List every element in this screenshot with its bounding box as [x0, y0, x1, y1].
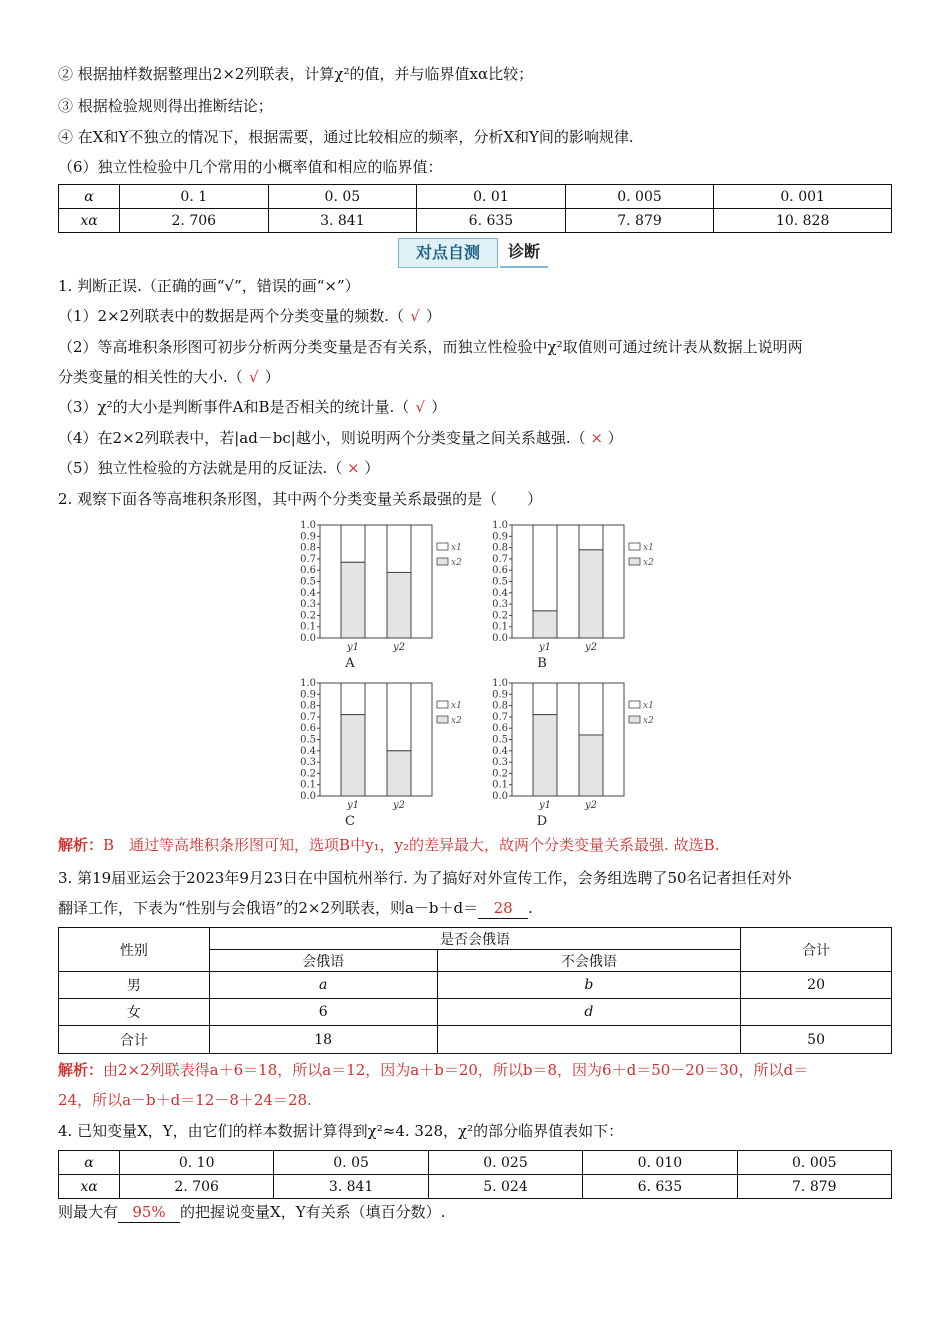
q1-item-1 — [58, 306, 441, 326]
solution-text: B 通过等高堆积条形图可知，选项B中y₁，y₂的差异最大，故两个分类变量关系最强. 故选B. — [103, 836, 720, 854]
y-tick-label: 0.2 — [492, 768, 508, 780]
q1-item-5 — [58, 458, 379, 478]
x-alpha-cell: 3. 841 — [268, 209, 417, 233]
y-tick-label: 0.6 — [300, 565, 316, 577]
legend-x2-swatch — [437, 716, 448, 723]
table-cell: a — [209, 972, 437, 999]
q1-item-3 — [58, 397, 446, 417]
y-tick-label: 0.2 — [492, 610, 508, 622]
x-alpha-header: xα — [59, 1175, 120, 1199]
y-tick-label: 0.8 — [492, 700, 508, 712]
table-cell — [741, 999, 892, 1026]
alpha-cell: 0. 005 — [737, 1151, 891, 1175]
x-tick-label: y2 — [584, 642, 598, 653]
y-tick-label: 0.3 — [492, 757, 508, 769]
x-alpha-cell: 10. 828 — [714, 209, 892, 233]
y-tick-label: 0.9 — [300, 689, 316, 701]
y-tick-label: 0.4 — [492, 587, 508, 599]
y-tick-label: 0.4 — [300, 745, 316, 757]
legend-x2-label: x2 — [451, 558, 462, 568]
y-tick-label: 0.3 — [492, 599, 508, 611]
q3-stem-1: 3. 第19届亚运会于2023年9月23日在中国杭州举行. 为了搞好对外宣传工作，会务组选聘了50名记者担任对外 — [58, 869, 792, 887]
plot-frame — [512, 683, 624, 796]
option-label: A — [345, 656, 355, 671]
y-tick-label: 1.0 — [492, 678, 508, 689]
x-alpha-cell: 6. 635 — [417, 209, 566, 233]
option-label: C — [345, 814, 355, 829]
bar-x2-segment — [341, 562, 365, 638]
stem-end: . — [528, 899, 533, 917]
x-alpha-cell: 7. 879 — [565, 209, 714, 233]
solution-label: 解析： — [58, 1061, 104, 1079]
x-tick-label: y1 — [538, 642, 552, 653]
item-text: （5）独立性检验的方法就是用的反证法.（ — [58, 459, 343, 477]
table-cell: 50 — [741, 1026, 892, 1054]
y-tick-label: 0.1 — [492, 621, 508, 633]
banner-left: 对点自测 — [398, 238, 498, 268]
y-tick-label: 1.0 — [300, 520, 316, 531]
bar-x2-segment — [387, 572, 411, 638]
legend-x2-swatch — [629, 558, 640, 565]
x-alpha-cell: 3. 841 — [274, 1175, 428, 1199]
header-gender: 性别 — [59, 928, 210, 972]
bar-x1-segment — [533, 525, 557, 611]
table-cell: 合计 — [59, 1026, 210, 1054]
answer-blank: 95% — [118, 1202, 180, 1223]
item-text: 分类变量的相关性的大小.（ — [58, 368, 243, 386]
q3-solution-2: 24，所以a－b＋d＝12－8＋24＝28. — [58, 1091, 312, 1109]
header-total: 合计 — [741, 928, 892, 972]
bar-x1-segment — [579, 683, 603, 735]
x-alpha-header: xα — [59, 209, 120, 233]
solution-text: 由2×2列联表得a＋6＝18，所以a＝12，因为a＋b＝20，所以b＝8，因为6＋d＝50－20＝30，所以d＝ — [103, 1061, 809, 1079]
y-tick-label: 0.1 — [300, 621, 316, 633]
y-tick-label: 0.8 — [300, 700, 316, 712]
legend-x2-swatch — [437, 558, 448, 565]
y-tick-label: 0.0 — [300, 791, 316, 802]
bar-x1-segment — [387, 683, 411, 751]
table-cell: 20 — [741, 972, 892, 999]
x-tick-label: y2 — [584, 800, 598, 811]
legend-x1-swatch — [629, 543, 640, 550]
answer-post: 的把握说变量X，Y有关系（填百分数）. — [180, 1203, 446, 1221]
y-tick-label: 0.8 — [300, 542, 316, 554]
alpha-cell: 0. 10 — [120, 1151, 274, 1175]
y-tick-label: 0.4 — [492, 745, 508, 757]
legend-x1-label: x1 — [451, 701, 462, 711]
option-label: D — [536, 814, 548, 829]
y-tick-label: 0.9 — [492, 531, 508, 543]
alpha-header: α — [59, 185, 120, 209]
step-4: ④ 在X和Y不独立的情况下，根据需要，通过比较相应的频率，分析X和Y间的影响规律. — [58, 128, 634, 146]
answer-mark: √ — [410, 307, 420, 325]
y-tick-label: 1.0 — [492, 520, 508, 531]
table-cell: d — [437, 999, 741, 1026]
legend-x1-swatch — [437, 701, 448, 708]
critical-value-table-2 — [58, 1150, 892, 1199]
y-tick-label: 0.5 — [300, 734, 316, 746]
plot-frame — [320, 683, 432, 796]
q3-stem-2 — [58, 898, 533, 919]
table-cell: 女 — [59, 999, 210, 1026]
y-tick-label: 0.7 — [492, 711, 508, 723]
y-tick-label: 0.1 — [300, 779, 316, 791]
legend-x2-label: x2 — [643, 558, 654, 568]
header-yes: 会俄语 — [209, 950, 437, 972]
y-tick-label: 0.4 — [300, 587, 316, 599]
header-no: 不会俄语 — [437, 950, 741, 972]
x-tick-label: y2 — [392, 642, 406, 653]
bar-x2-segment — [533, 611, 557, 638]
answer-mark: √ — [249, 368, 259, 386]
step-2: ② 根据抽样数据整理出2×2列联表，计算χ²的值，并与临界值xα比较； — [58, 65, 534, 83]
alpha-cell: 0. 05 — [268, 185, 417, 209]
y-tick-label: 0.5 — [492, 576, 508, 588]
alpha-cell: 0. 1 — [120, 185, 269, 209]
section-banner — [398, 238, 548, 268]
y-tick-label: 0.2 — [300, 768, 316, 780]
q1-stem: 1. 判断正误.（正确的画“√”，错误的画“×”） — [58, 277, 360, 295]
bar-x1-segment — [579, 525, 603, 550]
y-tick-label: 0.3 — [300, 599, 316, 611]
plot-frame — [320, 525, 432, 638]
y-tick-label: 0.0 — [300, 633, 316, 644]
item-end: ） — [264, 368, 280, 386]
alpha-cell: 0. 025 — [428, 1151, 582, 1175]
item-end: ） — [364, 459, 380, 477]
y-tick-label: 0.8 — [492, 542, 508, 554]
y-tick-label: 0.7 — [300, 711, 316, 723]
legend-x2-label: x2 — [451, 716, 462, 726]
item-end: ） — [607, 429, 623, 447]
q4-stem: 4. 已知变量X，Y，由它们的样本数据计算得到χ²≈4. 328，χ²的部分临界值表如下： — [58, 1122, 624, 1140]
bar-x2-segment — [341, 715, 365, 796]
y-tick-label: 0.1 — [492, 779, 508, 791]
y-tick-label: 0.5 — [300, 576, 316, 588]
answer-blank: 28 — [478, 898, 528, 919]
table-cell: 6 — [209, 999, 437, 1026]
y-tick-label: 0.5 — [492, 734, 508, 746]
step-6: （6）独立性检验中几个常用的小概率值和相应的临界值： — [58, 158, 443, 176]
answer-mark: √ — [415, 398, 426, 416]
table-cell — [437, 1026, 741, 1054]
item-end: ） — [431, 398, 447, 416]
header-group: 是否会俄语 — [209, 928, 740, 950]
item-text: （1）2×2列联表中的数据是两个分类变量的频数.（ — [58, 307, 404, 325]
y-tick-label: 0.2 — [300, 610, 316, 622]
legend-x1-label: x1 — [643, 543, 654, 553]
x-alpha-cell: 5. 024 — [428, 1175, 582, 1199]
answer-pre: 则最大有 — [58, 1203, 119, 1221]
bar-x2-segment — [579, 735, 603, 796]
alpha-cell: 0. 010 — [583, 1151, 737, 1175]
alpha-cell: 0. 005 — [565, 185, 714, 209]
bar-x1-segment — [341, 683, 365, 715]
solution-label: 解析： — [58, 836, 104, 854]
y-tick-label: 0.7 — [492, 553, 508, 565]
y-tick-label: 0.3 — [300, 757, 316, 769]
q1-item-2: （2）等高堆积条形图可初步分析两分类变量是否有关系，而独立性检验中χ²取值则可通过统计表从数据上说明两 — [58, 338, 803, 356]
banner-right: 诊断 — [500, 238, 548, 268]
legend-x2-label: x2 — [643, 716, 654, 726]
option-label: B — [537, 656, 547, 671]
bar-x2-segment — [387, 751, 411, 796]
y-tick-label: 0.0 — [492, 633, 508, 644]
item-text: （3）χ²的大小是判断事件A和B是否相关的统计量.（ — [58, 398, 410, 416]
x-alpha-cell: 2. 706 — [120, 1175, 274, 1199]
contingency-table — [58, 927, 892, 1054]
legend-x1-label: x1 — [451, 543, 462, 553]
legend-x2-swatch — [629, 716, 640, 723]
table-cell: b — [437, 972, 741, 999]
q1-item-2-cont — [58, 367, 280, 387]
bar-x2-segment — [533, 715, 557, 796]
answer-mark: × — [590, 429, 603, 447]
x-alpha-cell: 7. 879 — [737, 1175, 891, 1199]
answer-mark: × — [347, 459, 360, 477]
stem-text: 翻译工作，下表为“性别与会俄语”的2×2列联表，则a－b＋d＝ — [58, 899, 479, 917]
alpha-cell: 0. 001 — [714, 185, 892, 209]
alpha-header: α — [59, 1151, 120, 1175]
table-cell: 男 — [59, 972, 210, 999]
table-cell: 18 — [209, 1026, 437, 1054]
q3-solution-1 — [58, 1060, 808, 1080]
y-tick-label: 0.7 — [300, 553, 316, 565]
q1-item-4 — [58, 428, 623, 448]
y-tick-label: 0.6 — [492, 723, 508, 735]
alpha-cell: 0. 05 — [274, 1151, 428, 1175]
step-3: ③ 根据检验规则得出推断结论； — [58, 97, 273, 115]
legend-x1-label: x1 — [643, 701, 654, 711]
x-tick-label: y1 — [538, 800, 552, 811]
item-text: （4）在2×2列联表中，若|ad－bc|越小，则说明两个分类变量之间关系越强.（ — [58, 429, 586, 447]
legend-x1-swatch — [629, 701, 640, 708]
y-tick-label: 0.6 — [492, 565, 508, 577]
q4-answer-line — [58, 1202, 445, 1223]
stacked-bar-charts — [0, 515, 950, 835]
q2-stem: 2. 观察下面各等高堆积条形图，其中两个分类变量关系最强的是（ ） — [58, 490, 543, 508]
bar-x1-segment — [341, 525, 365, 562]
x-tick-label: y1 — [346, 800, 360, 811]
y-tick-label: 0.0 — [492, 791, 508, 802]
y-tick-label: 0.9 — [300, 531, 316, 543]
legend-x1-swatch — [437, 543, 448, 550]
bar-x2-segment — [579, 550, 603, 638]
plot-frame — [512, 525, 624, 638]
y-tick-label: 0.9 — [492, 689, 508, 701]
item-end: ） — [425, 307, 441, 325]
y-tick-label: 1.0 — [300, 678, 316, 689]
x-tick-label: y2 — [392, 800, 406, 811]
x-alpha-cell: 2. 706 — [120, 209, 269, 233]
y-tick-label: 0.6 — [300, 723, 316, 735]
critical-value-table — [58, 184, 892, 233]
q2-solution — [58, 835, 719, 855]
alpha-cell: 0. 01 — [417, 185, 566, 209]
bar-x1-segment — [387, 525, 411, 572]
x-alpha-cell: 6. 635 — [583, 1175, 737, 1199]
x-tick-label: y1 — [346, 642, 360, 653]
bar-x1-segment — [533, 683, 557, 715]
